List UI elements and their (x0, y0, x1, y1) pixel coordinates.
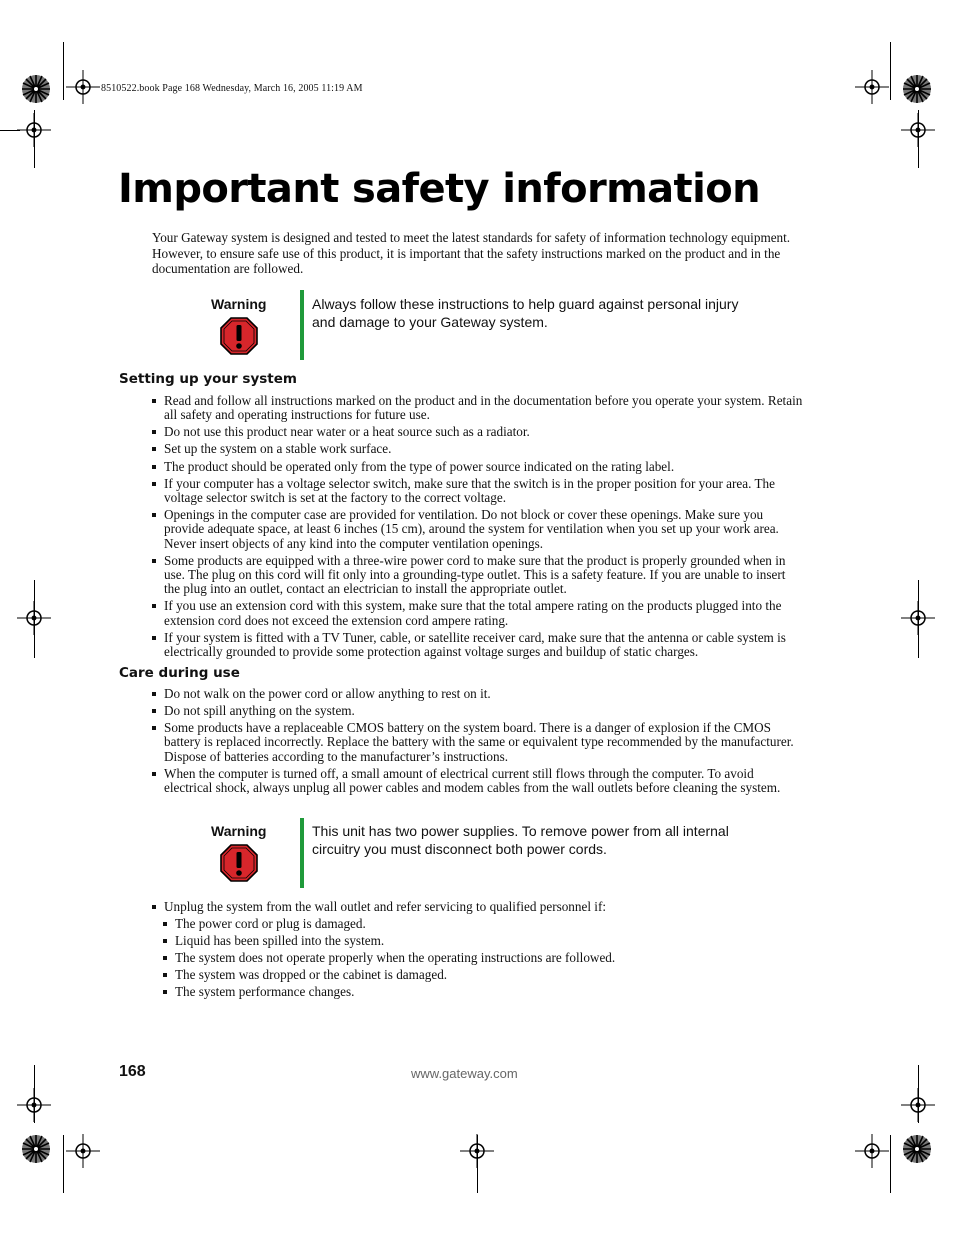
list-item: Openings in the computer case are provided for ventilation. Do not block or cover these openings. Make sure you provide adequate space, at least 6 inches (15 cm), around the system for ventilation when you set up your work area. Never insert objects of any kind into the computer ventilation openings. (152, 508, 804, 551)
warning-bar (300, 290, 304, 360)
list-item: Some products have a replaceable CMOS battery on the system board. There is a danger of explosion if the CMOS battery is replaced incorrectly. Replace the battery with the same or equivalent type recommended by the manufacturer. Dispose of batteries according to the manufacturer’s instructions. (152, 721, 804, 764)
registration-target-icon (901, 113, 935, 147)
bullet-icon (152, 726, 156, 730)
registration-target-icon (855, 1134, 889, 1168)
starburst-mark-icon (902, 74, 932, 104)
list-item: Do not use this product near water or a heat source such as a radiator. (152, 425, 804, 439)
unplug-sub-list (163, 917, 803, 1002)
bullet-icon (152, 636, 156, 640)
list-item: The system performance changes. (163, 985, 803, 999)
section-heading-setup: Setting up your system (119, 371, 297, 387)
bullet-icon (152, 447, 156, 451)
registration-target-icon (17, 601, 51, 635)
bullet-icon (152, 709, 156, 713)
bullet-icon (152, 559, 156, 563)
warning-bar (300, 818, 304, 888)
registration-target-icon (17, 113, 51, 147)
starburst-mark-icon (902, 1134, 932, 1164)
registration-target-icon (855, 70, 889, 104)
registration-target-icon (66, 1134, 100, 1168)
warning-text: This unit has two power supplies. To remove power from all internal circuitry you must disconnect both power cords. (312, 823, 729, 857)
bullet-icon (163, 939, 167, 943)
list-item: If your system is fitted with a TV Tuner, cable, or satellite receiver card, make sure that the antenna or cable system is electrically grounded to provide some protection against voltage surges and buildup of static charges. (152, 631, 804, 660)
registration-target-icon (17, 1088, 51, 1122)
warning-label: Warning (211, 823, 267, 839)
list-item: The power cord or plug is damaged. (163, 917, 803, 931)
registration-target-icon (901, 601, 935, 635)
warning-octagon-icon (220, 317, 258, 355)
bullet-icon (152, 604, 156, 608)
bullet-icon (152, 465, 156, 469)
section-heading-care: Care during use (119, 665, 240, 681)
list-item: If you use an extension cord with this system, make sure that the total ampere rating on the products plugged into the extension cord does not exceed the extension cord ampere rating. (152, 599, 804, 628)
bullet-icon (152, 430, 156, 434)
registration-target-icon (901, 1088, 935, 1122)
setup-bullet-list (152, 394, 804, 662)
list-item: Unplug the system from the wall outlet and refer servicing to qualified personnel if: (152, 900, 804, 914)
list-item: Do not spill anything on the system. (152, 704, 804, 718)
warning-text: Always follow these instructions to help guard against personal injury and damage to your Gateway system. (312, 296, 739, 330)
footer-url: www.gateway.com (411, 1066, 518, 1081)
bullet-icon (152, 399, 156, 403)
bullet-icon (152, 692, 156, 696)
list-item: Do not walk on the power cord or allow anything to rest on it. (152, 687, 804, 701)
print-slug-line: 8510522.book Page 168 Wednesday, March 16, 2005 11:19 AM (101, 83, 363, 94)
bullet-icon (152, 482, 156, 486)
intro-paragraph: Your Gateway system is designed and tested to meet the latest standards for safety of information technology equipment. However, to ensure safe use of this product, it is important that the safety instructions marked on the product and in the documentation are followed. (152, 230, 791, 276)
page-number: 168 (119, 1063, 146, 1080)
list-item: The system was dropped or the cabinet is damaged. (163, 968, 803, 982)
list-item: Liquid has been spilled into the system. (163, 934, 803, 948)
warning-label: Warning (211, 296, 267, 312)
list-item: Set up the system on a stable work surface. (152, 442, 804, 456)
starburst-mark-icon (21, 74, 51, 104)
bullet-icon (152, 513, 156, 517)
list-item: The product should be operated only from the type of power source indicated on the rating label. (152, 460, 804, 474)
page-title: Important safety information (118, 166, 760, 212)
list-item: The system does not operate properly when the operating instructions are followed. (163, 951, 803, 965)
bullet-icon (163, 922, 167, 926)
bullet-icon (152, 772, 156, 776)
bullet-icon (163, 990, 167, 994)
list-item: Some products are equipped with a three-wire power cord to make sure that the product is properly grounded when in use. The plug on this cord will fit only into a grounding-type outlet. This is a safety feature. If you are unable to insert the plug into an outlet, contact an electrician to install the appropriate outlet. (152, 554, 804, 597)
list-item: If your computer has a voltage selector switch, make sure that the switch is in the proper position for your area. The voltage selector switch is set at the factory to the correct voltage. (152, 477, 804, 506)
bullet-icon (163, 956, 167, 960)
list-item: When the computer is turned off, a small amount of electrical current still flows through the computer. To avoid electrical shock, always unplug all power cables and modem cables from the wall outlets before cleaning the system. (152, 767, 804, 796)
list-item: Read and follow all instructions marked on the product and in the documentation before you operate your system. Retain all safety and operating instructions for future use. (152, 394, 804, 423)
registration-target-icon (460, 1134, 494, 1168)
unplug-bullet-list (152, 900, 804, 917)
warning-octagon-icon (220, 844, 258, 882)
bullet-icon (163, 973, 167, 977)
care-bullet-list (152, 687, 804, 798)
starburst-mark-icon (21, 1134, 51, 1164)
registration-target-icon (66, 70, 100, 104)
